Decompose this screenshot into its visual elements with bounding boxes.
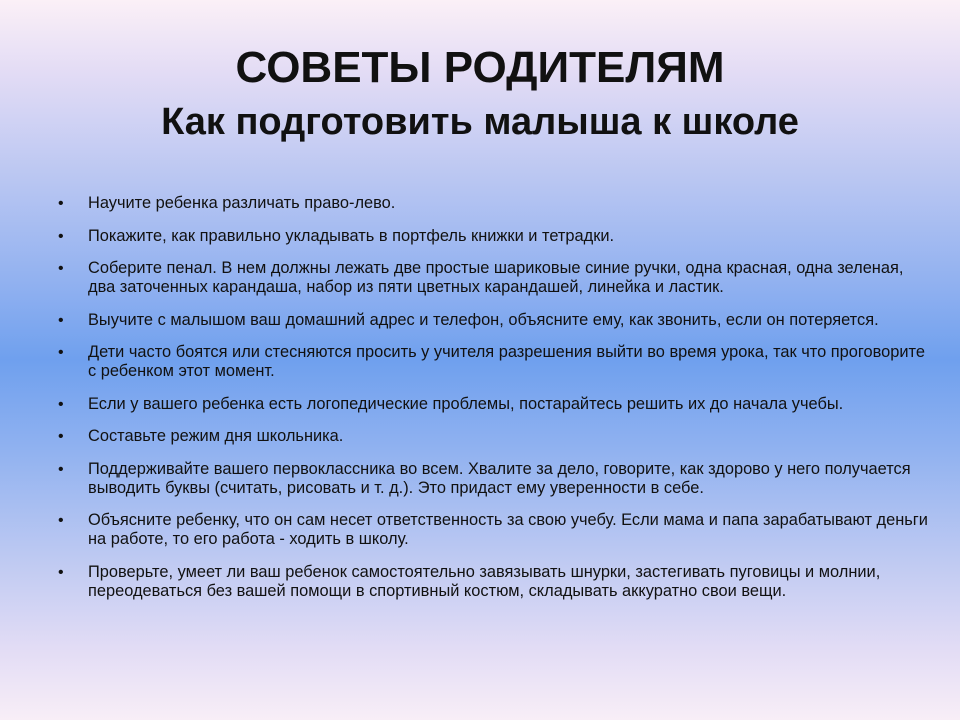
title-block	[0, 42, 960, 146]
bullet-icon: •	[58, 195, 64, 212]
bullet-icon: •	[58, 227, 64, 245]
tip-item	[58, 343, 928, 381]
page-subtitle: Как подготовить малыша к школе	[161, 101, 799, 143]
tip-text: Соберите пенал. В нем должны лежать две простые шариковые синие ручки, одна красная, одна зеленая, два заточенных карандаша, набор из пяти цветных карандашей, линейка и ластик.	[88, 259, 904, 296]
bullet-icon: •	[58, 512, 64, 529]
tip-item	[58, 259, 928, 297]
bullet-icon: •	[58, 311, 64, 329]
tip-text: Поддерживайте вашего первоклассника во всем. Хвалите за дело, говорите, как здорово у него получается выводить буквы (считать, рисовать и т. д.). Это придаст ему уверенности в себе.	[88, 459, 911, 497]
tip-item	[58, 194, 928, 213]
tips-list	[58, 194, 928, 614]
tip-item	[58, 427, 928, 446]
tip-item	[58, 227, 928, 246]
tip-item	[58, 460, 928, 498]
bullet-icon: •	[58, 428, 64, 445]
bullet-icon: •	[58, 344, 64, 361]
page-title: СОВЕТЫ РОДИТЕЛЯМ	[235, 43, 725, 92]
tip-text: Выучите с малышом ваш домашний адрес и телефон, объясните ему, как звонить, если он потеряется.	[88, 310, 879, 329]
tip-text: Проверьте, умеет ли ваш ребенок самостоятельно завязывать шнурки, застегивать пуговицы и молнии, переодеваться без вашей помощи в спортивный костюм, складывать аккуратно свои вещи.	[88, 562, 881, 600]
tip-text: Объясните ребенку, что он сам несет ответственность за свою учебу. Если мама и папа зарабатывают деньги на работе, то его работа - ходить в школу.	[88, 511, 928, 548]
tip-text: Покажите, как правильно укладывать в портфель книжки и тетрадки.	[88, 226, 615, 245]
tip-item	[58, 511, 928, 549]
tip-item	[58, 395, 928, 414]
bullet-icon: •	[58, 260, 64, 277]
tip-item	[58, 311, 928, 330]
tip-item	[58, 563, 928, 601]
bullet-icon: •	[58, 563, 64, 581]
tip-text: Если у вашего ребенка есть логопедические проблемы, постарайтесь решить их до начала учебы.	[88, 394, 844, 413]
tip-text: Составьте режим дня школьника.	[88, 427, 344, 445]
tip-text: Научите ребенка различать право-лево.	[88, 194, 396, 212]
bullet-icon: •	[58, 460, 64, 478]
tip-text: Дети часто боятся или стесняются просить у учителя разрешения выйти во время урока, так что проговорите с ребенком этот момент.	[88, 343, 925, 380]
bullet-icon: •	[58, 395, 64, 413]
